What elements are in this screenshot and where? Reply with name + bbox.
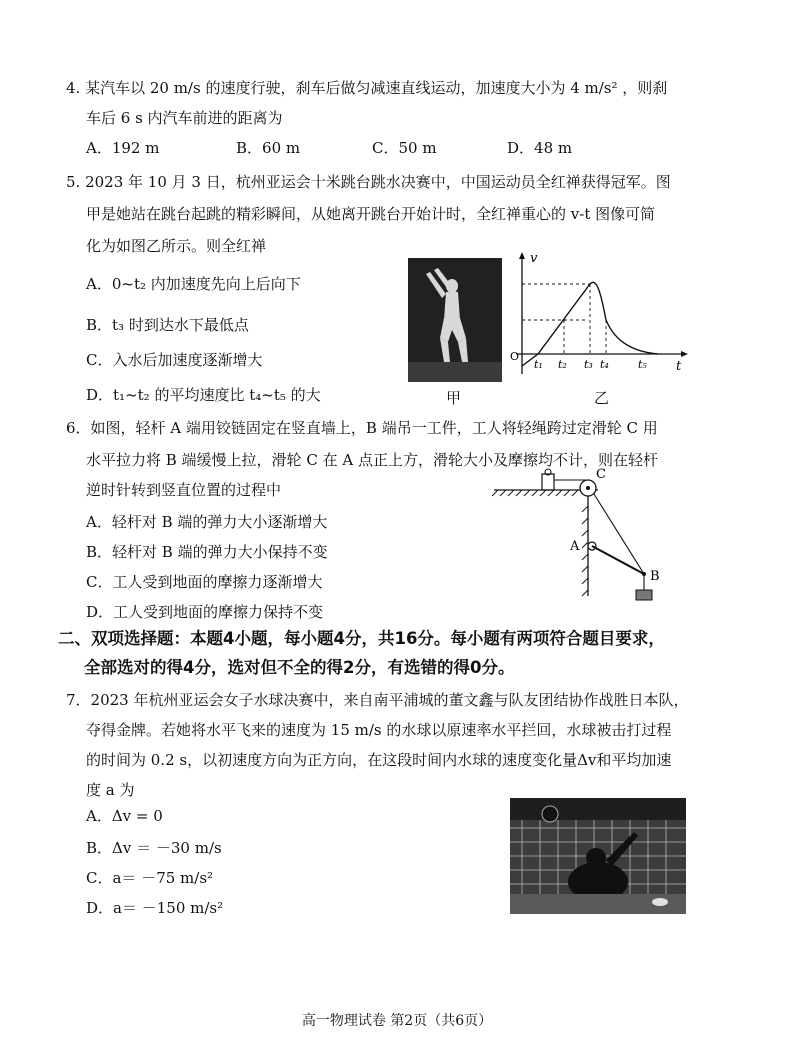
q5-line-1: 5. 2023 年 10 月 3 日，杭州亚运会十米跳台跳水决赛中，中国运动员全红禅获得冠军。图	[66, 173, 671, 191]
v-axis-label: v	[530, 251, 538, 266]
tick-t3: t₃	[584, 358, 593, 371]
q4-line-2: 车后 6 s 内汽车前进的距离为	[86, 109, 283, 127]
section-2-heading-line-2: 全部选对的得4分，选对但不全的得2分，有选错的得0分。	[84, 658, 515, 677]
q4-option-a: A．192 m	[86, 139, 160, 157]
q7-option-c: C．a＝ －75 m/s²	[86, 869, 214, 887]
q4-option-b: B．60 m	[236, 139, 301, 157]
label-c: C	[596, 467, 606, 482]
q4-option-c: C．50 m	[372, 139, 437, 157]
label-b: B	[650, 569, 660, 584]
t-axis-label: t	[676, 359, 682, 374]
tick-t4: t₄	[600, 358, 609, 371]
q7-line-1: 7．2023 年杭州亚运会女子水球决赛中，来自南平浦城的董文鑫与队友团结协作战胜日本队，	[66, 691, 689, 709]
t-axis-arrow-icon	[681, 351, 688, 357]
section-2-heading-line-1: 二、双项选择题：本题4小题，每小题4分，共16分。每小题有两项符合题目要求，	[58, 629, 665, 648]
q5-option-a: A．0~t₂ 内加速度先向上后向下	[86, 275, 301, 293]
q4-option-d: D．48 m	[507, 139, 573, 157]
q7-option-b: B．Δv ＝ －30 m/s	[86, 839, 222, 857]
ground-hatching	[492, 490, 578, 496]
water-polo-photo	[510, 798, 686, 914]
tick-t5: t₅	[638, 358, 647, 371]
q6-line-2: 水平拉力将 B 端缓慢上拉，滑轮 C 在 A 点正上方，滑轮大小及摩擦均不计，则在轻杆	[86, 451, 658, 469]
q5-option-d: D．t₁~t₂ 的平均速度比 t₄~t₅ 的大	[86, 386, 321, 404]
ball	[542, 806, 558, 822]
page-footer: 高一物理试卷 第2页（共6页）	[301, 1013, 493, 1029]
tick-t1: t₁	[534, 358, 543, 371]
wall-hatching	[582, 506, 588, 596]
tick-t2: t₂	[558, 358, 567, 371]
q4-line-1: 4. 某汽车以 20 m/s 的速度行驶，刹车后做匀减速直线运动，加速度大小为 4 m/s² ，则刹	[66, 79, 668, 97]
pulley-axle	[586, 486, 590, 490]
q5-option-b: B．t₃ 时到达水下最低点	[86, 316, 249, 334]
q7-line-2: 夺得金牌。若她将水平飞来的速度为 15 m/s 的水球以原速率水平拦回，水球被击打过程	[86, 721, 672, 739]
q7-option-a: A．Δv = 0	[86, 807, 163, 825]
q7-option-d: D．a＝ －150 m/s²	[86, 899, 224, 917]
q6-line-3: 逆时针转到竖直位置的过程中	[86, 481, 282, 499]
q6-option-b: B．轻杆对 B 端的弹力大小保持不变	[86, 543, 328, 561]
origin-label: O	[510, 350, 520, 363]
label-a: A	[570, 539, 580, 554]
q6-option-d: D．工人受到地面的摩擦力保持不变	[86, 603, 324, 621]
q5-line-2: 甲是她站在跳台起跳的精彩瞬间，从她离开跳台开始计时，全红禅重心的 v-t 图像可简	[86, 205, 656, 223]
rod-pulley-diagram	[490, 466, 670, 606]
q6-line-1: 6．如图，轻杆 A 端用铰链固定在竖直墙上，B 端吊一工件，工人将轻绳跨过定滑轮 C 用	[66, 419, 658, 437]
q6-option-c: C．工人受到地面的摩擦力逐渐增大	[86, 573, 323, 591]
vt-graph	[508, 248, 693, 382]
q7-line-4: 度 a 为	[86, 781, 135, 799]
q6-option-a: A．轻杆对 B 端的弹力大小逐渐增大	[86, 513, 328, 531]
light-rod	[592, 546, 644, 574]
fig-jia-label: 甲	[446, 389, 462, 407]
q7-line-3: 的时间为 0.2 s，以初速度方向为正方向，在这段时间内水球的速度变化量Δv和平均加速	[86, 751, 672, 769]
diver-photo	[408, 258, 502, 382]
fig-yi-label: 乙	[594, 389, 610, 407]
q5-line-3: 化为如图乙所示。则全红禅	[86, 237, 267, 255]
workpiece	[636, 590, 652, 600]
rope-cb	[594, 494, 644, 574]
q5-option-c: C．入水后加速度逐渐增大	[86, 351, 263, 369]
worker-figure	[542, 474, 554, 490]
v-axis-arrow-icon	[519, 252, 525, 259]
